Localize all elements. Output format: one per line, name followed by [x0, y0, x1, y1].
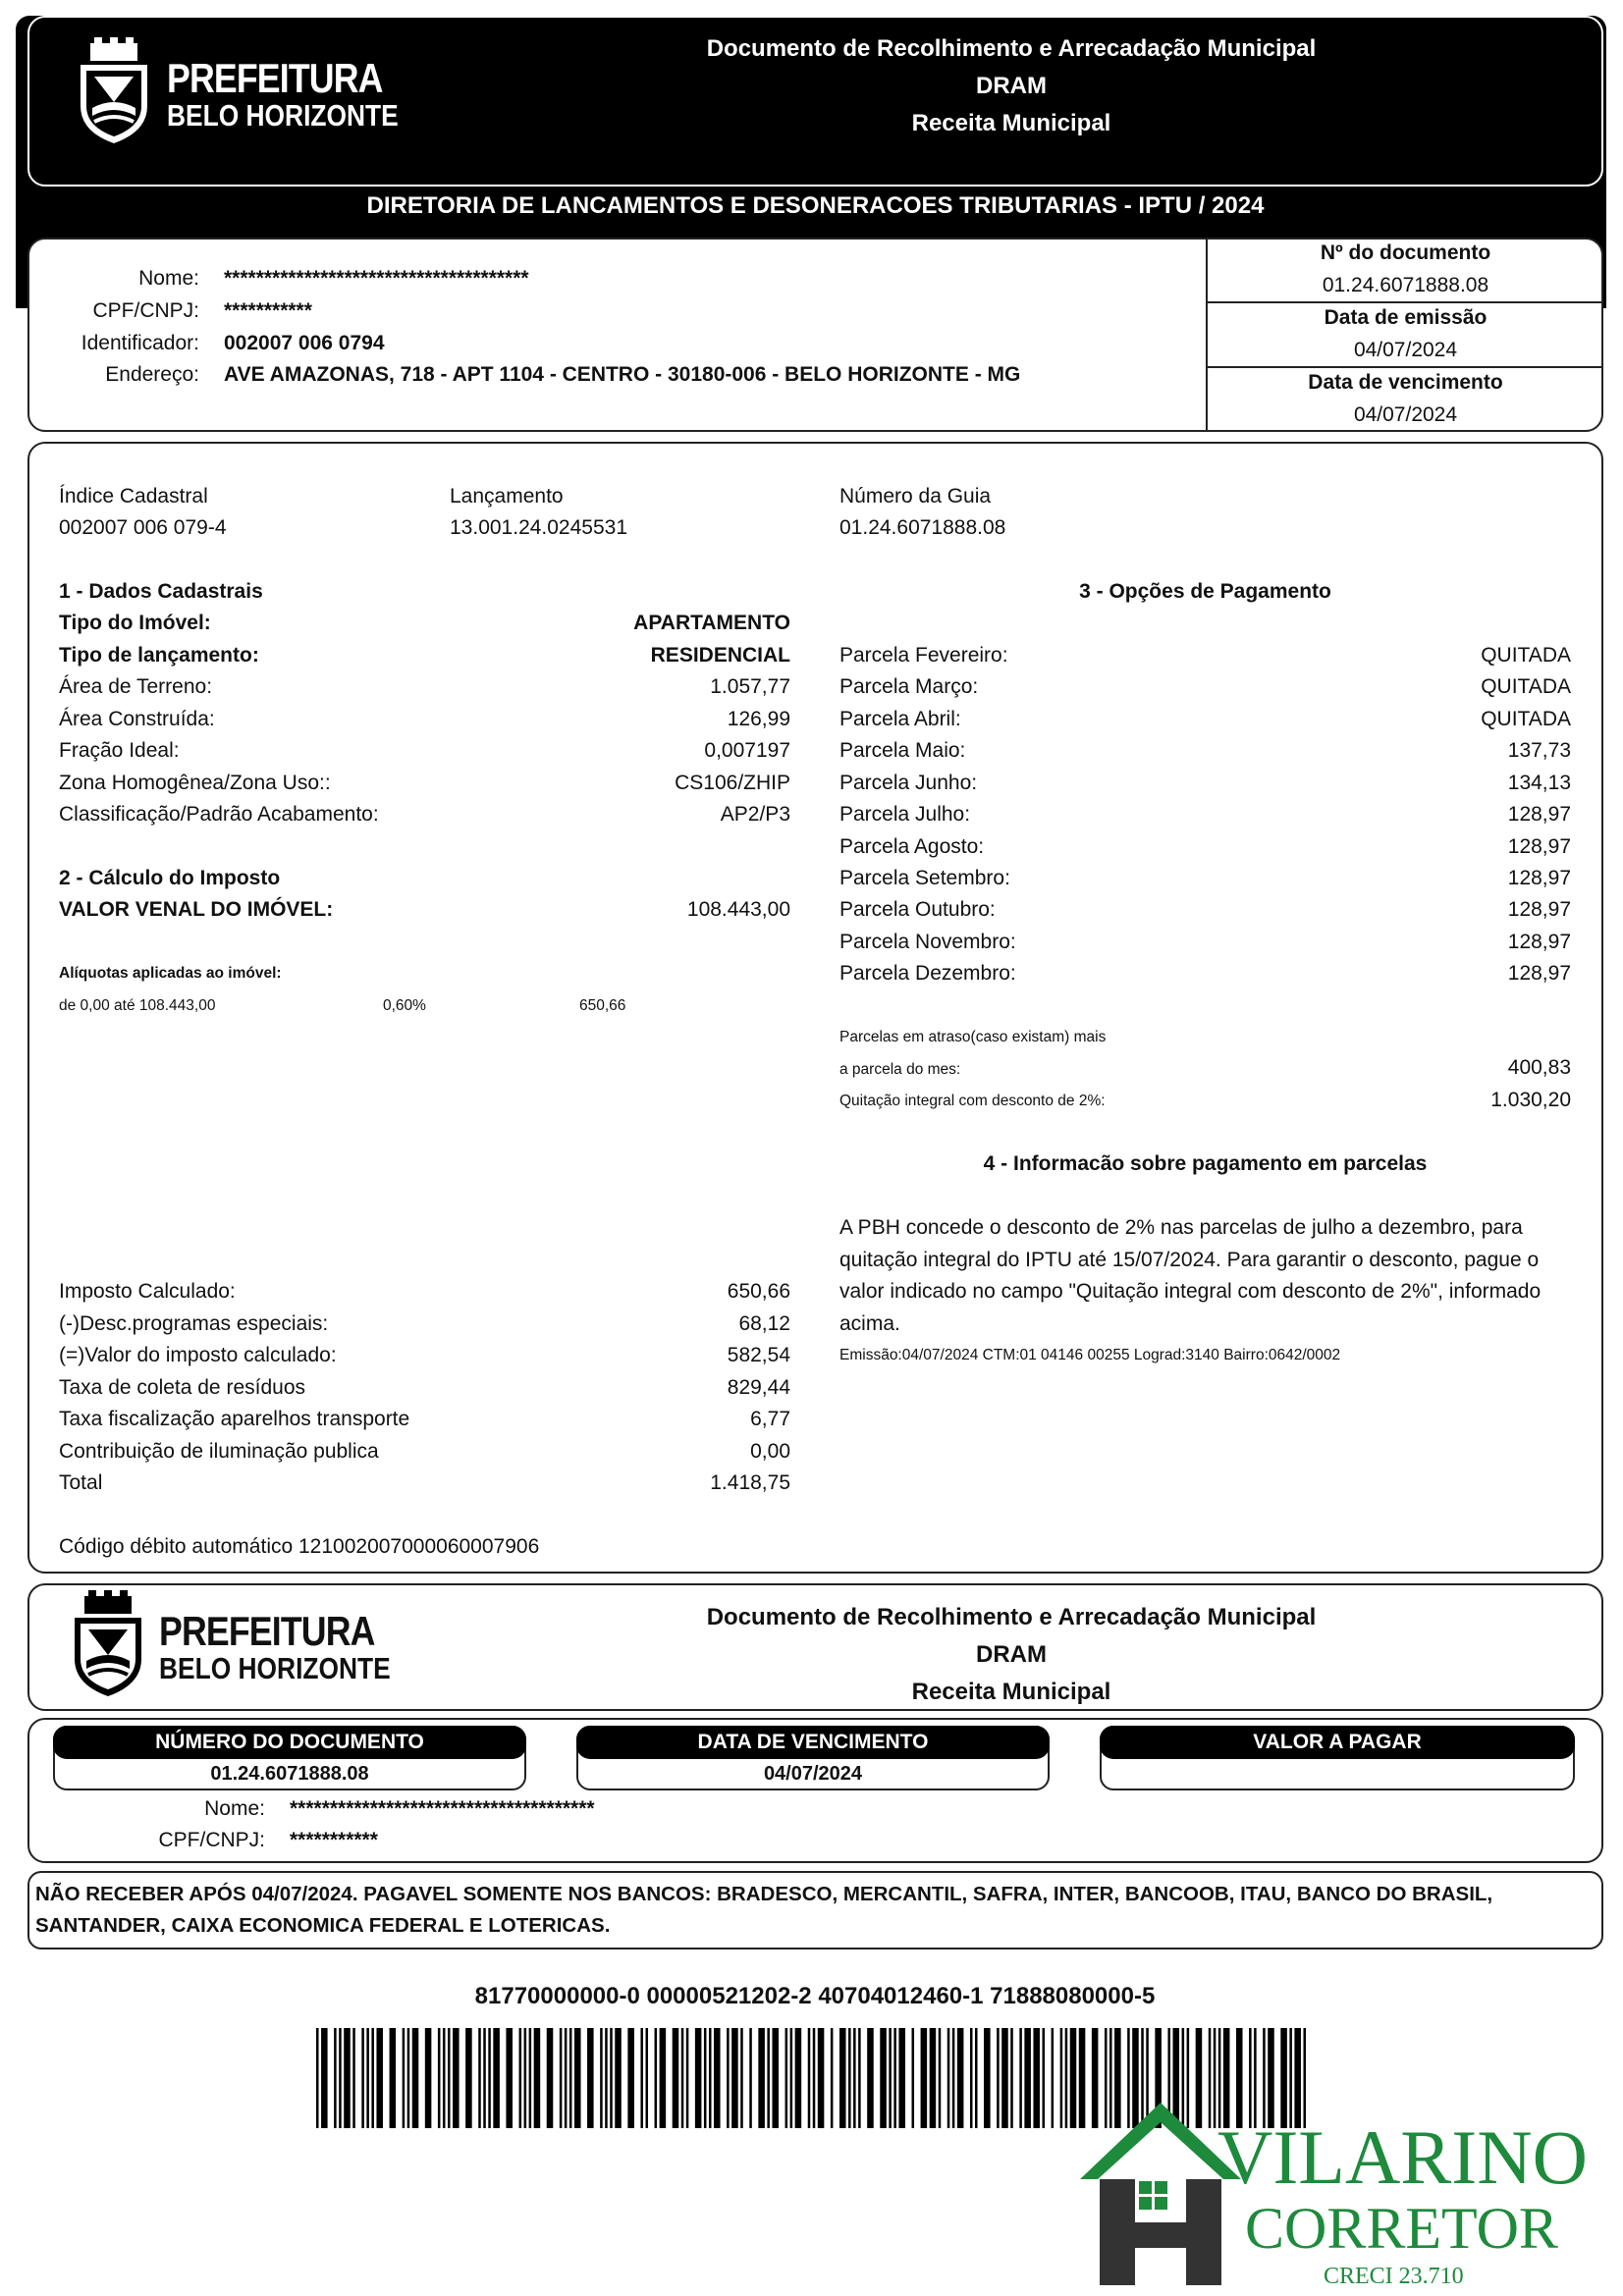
coat-of-arms-icon: [63, 1590, 153, 1700]
dados-label: Tipo do Imóvel:: [59, 612, 211, 634]
barcode-bar: [565, 2028, 568, 2128]
parcela-value: 128,97: [1507, 962, 1571, 985]
address-value: AVE AMAZONAS, 718 - APT 1104 - CENTRO - 30180-006 - BELO HORIZONTE - MG: [224, 363, 1021, 386]
parcela-value: 128,97: [1507, 803, 1571, 826]
barcode-bar: [352, 2028, 355, 2128]
aliquota-rate: 0,60%: [383, 997, 426, 1014]
barcode-bar: [560, 2028, 563, 2128]
parcela-label: Parcela Fevereiro:: [839, 644, 1008, 667]
barcode-bar: [740, 2028, 743, 2128]
barcode-bar: [443, 2028, 446, 2128]
barcode-bar: [1052, 2028, 1055, 2128]
slip-name-label: Nome:: [204, 1797, 265, 1820]
barcode-bar: [984, 2028, 991, 2128]
barcode-bar: [425, 2028, 432, 2128]
barcode-bar: [534, 2028, 541, 2128]
dados-label: Classificação/Padrão Acabamento:: [59, 803, 379, 826]
total-label: (=)Valor do imposto calculado:: [59, 1344, 337, 1366]
barcode-bar: [403, 2028, 406, 2128]
doc-number-label: Nº do documento: [1320, 241, 1491, 264]
header-subtitle-receita: Receita Municipal: [911, 110, 1111, 136]
barcode-bar: [660, 2028, 667, 2128]
dados-value: 1.057,77: [710, 675, 790, 698]
barcode-bar: [749, 2028, 752, 2128]
address-label: Endereço:: [105, 363, 199, 386]
barcode-bar: [947, 2028, 950, 2128]
directory-title: DIRETORIA DE LANCAMENTOS E DESONERACOES TRIBUTARIAS - IPTU / 2024: [366, 192, 1265, 219]
barcode-bar: [790, 2028, 793, 2128]
barcode-bar: [448, 2028, 451, 2128]
total-value: 68,12: [738, 1312, 790, 1335]
parcela-value: QUITADA: [1481, 644, 1571, 667]
logo-belo-horizonte: BELO HORIZONTE: [159, 1651, 391, 1685]
logo-prefeitura: PREFEITURA: [167, 55, 383, 101]
indice-value: 002007 006 079-4: [59, 516, 227, 539]
barcode-bar: [831, 2028, 834, 2128]
slip-subtitle-dram: DRAM: [976, 1641, 1047, 1668]
dados-label: Tipo de lançamento:: [59, 644, 259, 667]
barcode-bar: [506, 2028, 513, 2128]
barcode-bar: [334, 2028, 337, 2128]
barcode-bar: [997, 2028, 1000, 2128]
barcode-bar: [785, 2028, 788, 2128]
header-title: Documento de Recolhimento e Arrecadação Municipal: [706, 35, 1317, 62]
total-value: 650,66: [727, 1280, 790, 1303]
lancamento-value: 13.001.24.0245531: [450, 516, 628, 539]
barcode-bar: [795, 2028, 802, 2128]
total-label: Total: [59, 1471, 103, 1494]
barcode-bar: [880, 2028, 887, 2128]
watermark-line2: CORRETOR: [1245, 2196, 1558, 2261]
main-box: [27, 442, 1603, 1574]
dados-label: Área de Terreno:: [59, 675, 213, 698]
parcela-label: Parcela Dezembro:: [839, 962, 1016, 985]
barcode-bar: [686, 2028, 689, 2128]
barcode-bar: [889, 2028, 892, 2128]
barcode-bar: [465, 2028, 472, 2128]
barcode-bar: [316, 2028, 319, 2128]
barcode-bar: [813, 2028, 816, 2128]
barcode-bar: [673, 2028, 679, 2128]
slip-cpf-label: CPF/CNPJ:: [158, 1829, 265, 1851]
barcode-bar: [547, 2028, 554, 2128]
parcela-value: QUITADA: [1481, 675, 1571, 698]
barcode-bar: [361, 2028, 364, 2128]
info-text: quitação integral do IPTU até 15/07/2024. Para garantir o desconto, pague o: [839, 1249, 1540, 1271]
section-2-title: 2 - Cálculo do Imposto: [59, 867, 281, 889]
name-label: Nome:: [138, 267, 199, 290]
parcela-value: 128,97: [1507, 867, 1571, 889]
atraso-value: 400,83: [1507, 1056, 1571, 1079]
barcode-bar: [640, 2028, 643, 2128]
total-value: 0,00: [750, 1440, 790, 1463]
slip-name-value: **************************************: [290, 1797, 595, 1820]
parcela-label: Parcela Setembro:: [839, 867, 1010, 889]
amount-header: VALOR A PAGAR: [1100, 1726, 1575, 1759]
barcode-bar: [438, 2028, 441, 2128]
slip-title: Documento de Recolhimento e Arrecadação Municipal: [706, 1604, 1317, 1630]
barcode-bar: [390, 2028, 397, 2128]
auto-debit-code: Código débito automático 121002007000060007906: [59, 1535, 540, 1558]
barcode-bar: [767, 2028, 770, 2128]
parcela-label: Parcela Março:: [839, 675, 979, 698]
total-value: 1.418,75: [710, 1471, 790, 1494]
doc-number-header: NÚMERO DO DOCUMENTO: [53, 1726, 526, 1759]
barcode-bar: [366, 2028, 369, 2128]
vilarino-watermark: [1070, 2089, 1620, 2295]
cpf-value: ***********: [224, 299, 312, 322]
barcode-bar: [488, 2028, 491, 2128]
atraso-text: a parcela do mes:: [839, 1061, 961, 1078]
identifier-value: 002007 006 0794: [224, 332, 385, 354]
barcode-bar: [930, 2028, 937, 2128]
venal-label: VALOR VENAL DO IMÓVEL:: [59, 898, 334, 921]
coat-of-arms-icon: [69, 37, 159, 147]
barcode-bar: [952, 2028, 955, 2128]
doc-number-value: 01.24.6071888.08: [1322, 274, 1489, 296]
section-4-title: 4 - Informacão sobre pagamento em parcelas: [983, 1152, 1428, 1175]
barcode-bar: [412, 2028, 419, 2128]
dados-label: Zona Homogênea/Zona Uso::: [59, 772, 331, 794]
barcode-bar: [714, 2028, 721, 2128]
notice-text: SANTANDER, CAIXA ECONOMICA FEDERAL E LOTERICAS.: [35, 1914, 611, 1937]
due-date-value: 04/07/2024: [763, 1763, 863, 1785]
divider: [1206, 366, 1603, 368]
venal-value: 108.443,00: [686, 898, 790, 921]
indice-label: Índice Cadastral: [59, 485, 208, 507]
barcode-bar: [772, 2028, 779, 2128]
guia-label: Número da Guia: [839, 485, 992, 507]
barcode-bar: [453, 2028, 460, 2128]
info-text: acima.: [839, 1312, 900, 1335]
watermark-line3: CRECI 23.710: [1324, 2264, 1464, 2289]
atraso-text: Parcelas em atraso(caso existam) mais: [839, 1029, 1107, 1045]
barcode-bar: [867, 2028, 874, 2128]
barcode-bar: [478, 2028, 481, 2128]
info-text: valor indicado no campo "Quitação integral com desconto de 2%", informado: [839, 1280, 1542, 1303]
barcode-bar: [898, 2028, 905, 2128]
total-label: Imposto Calculado:: [59, 1280, 236, 1303]
parcela-label: Parcela Junho:: [839, 772, 978, 794]
barcode-bar: [376, 2028, 383, 2128]
barcode-bar: [407, 2028, 410, 2128]
emission-info: Emissão:04/07/2024 CTM:01 04146 00255 Lograd:3140 Bairro:0642/0002: [839, 1347, 1341, 1363]
barcode-bar: [1033, 2028, 1040, 2128]
barcode-bar: [808, 2028, 811, 2128]
logo-belo-horizonte: BELO HORIZONTE: [167, 98, 399, 133]
total-value: 582,54: [727, 1344, 790, 1366]
total-label: Taxa de coleta de resíduos: [59, 1376, 305, 1399]
barcode-bar: [1024, 2028, 1031, 2128]
barcode-bar: [975, 2028, 978, 2128]
parcela-label: Parcela Maio:: [839, 739, 966, 762]
total-label: Contribuição de iluminação publica: [59, 1440, 379, 1463]
cpf-label: CPF/CNPJ:: [92, 299, 199, 322]
barcode-bar: [646, 2028, 649, 2128]
parcela-label: Parcela Novembro:: [839, 931, 1016, 953]
barcode-bar: [524, 2028, 527, 2128]
parcela-value: 128,97: [1507, 898, 1571, 921]
parcela-value: 128,97: [1507, 835, 1571, 858]
barcode-bar: [758, 2028, 765, 2128]
barcode-bar: [1043, 2028, 1046, 2128]
barcode-bar: [600, 2028, 603, 2128]
barcode-bar: [587, 2028, 594, 2128]
barcode-bar: [1065, 2028, 1068, 2128]
dados-value: 0,007197: [704, 739, 790, 762]
barcode-bar: [574, 2028, 581, 2128]
quitacao-value: 1.030,20: [1490, 1089, 1571, 1111]
barcode-bar: [519, 2028, 522, 2128]
barcode-bar: [893, 2028, 896, 2128]
barcode-bar: [681, 2028, 684, 2128]
barcode-bar: [483, 2028, 486, 2128]
issue-date-value: 04/07/2024: [1353, 339, 1458, 361]
header-subtitle-dram: DRAM: [976, 73, 1047, 99]
due-date-label: Data de vencimento: [1308, 371, 1503, 394]
barcode-bar: [569, 2028, 572, 2128]
barcode-bar: [655, 2028, 658, 2128]
parcela-value: QUITADA: [1481, 708, 1571, 730]
barcode-bar: [839, 2028, 846, 2128]
barcode-bar: [858, 2028, 861, 2128]
barcode-bar: [731, 2028, 738, 2128]
name-value: **************************************: [224, 267, 529, 290]
barcode-bar: [1060, 2028, 1063, 2128]
barcode-bar: [493, 2028, 500, 2128]
parcela-label: Parcela Outubro:: [839, 898, 996, 921]
issue-date-label: Data de emissão: [1324, 306, 1488, 329]
dados-value: CS106/ZHIP: [675, 772, 790, 794]
barcode-bar: [339, 2028, 342, 2128]
parcela-value: 137,73: [1507, 739, 1571, 762]
watermark-line1: VILARINO: [1217, 2114, 1588, 2200]
barcode-bar: [1019, 2028, 1022, 2128]
barcode-bar: [627, 2028, 634, 2128]
aliquota-value: 650,66: [579, 997, 626, 1014]
parcela-label: Parcela Julho:: [839, 803, 971, 826]
section-1-title: 1 - Dados Cadastrais: [59, 580, 263, 603]
quitacao-label: Quitação integral com desconto de 2%:: [839, 1093, 1106, 1109]
info-text: A PBH concede o desconto de 2% nas parcelas de julho a dezembro, para: [839, 1216, 1523, 1239]
guia-value: 01.24.6071888.08: [839, 516, 1006, 539]
barcode-bar: [605, 2028, 608, 2128]
barcode-bar: [615, 2028, 622, 2128]
slip-subtitle-receita: Receita Municipal: [911, 1679, 1111, 1705]
aliquotas-title: Alíquotas aplicadas ao imóvel:: [59, 965, 282, 982]
doc-number-value: 01.24.6071888.08: [210, 1763, 369, 1785]
barcode-bar: [939, 2028, 942, 2128]
section-3-title: 3 - Opções de Pagamento: [1079, 580, 1331, 603]
barcode-bar: [727, 2028, 730, 2128]
barcode-bar: [957, 2028, 964, 2128]
parcela-label: Parcela Agosto:: [839, 835, 985, 858]
total-value: 6,77: [750, 1408, 790, 1430]
barcode-bar: [853, 2028, 856, 2128]
dados-value: RESIDENCIAL: [650, 644, 790, 667]
barcode-bar: [695, 2028, 702, 2128]
barcode-bar: [970, 2028, 973, 2128]
barcode-bar: [818, 2028, 825, 2128]
total-value: 829,44: [727, 1376, 790, 1399]
due-date-header: DATA DE VENCIMENTO: [576, 1726, 1050, 1759]
barcode-bar: [848, 2028, 851, 2128]
parcela-value: 134,13: [1507, 772, 1571, 794]
barcode-bar: [1010, 2028, 1013, 2128]
dados-label: Área Construída:: [59, 708, 215, 730]
dados-value: AP2/P3: [720, 803, 790, 826]
barcode-bar: [610, 2028, 613, 2128]
barcode-bar: [529, 2028, 532, 2128]
identifier-label: Identificador:: [81, 332, 199, 354]
logo-prefeitura: PREFEITURA: [159, 1608, 375, 1654]
barcode-bar: [344, 2028, 351, 2128]
barcode-bar: [704, 2028, 707, 2128]
barcode-bar: [912, 2028, 915, 2128]
parcela-value: 128,97: [1507, 931, 1571, 953]
divider: [1206, 301, 1603, 303]
barcode-bar: [709, 2028, 712, 2128]
barcode-bar: [321, 2028, 328, 2128]
total-label: Taxa fiscalização aparelhos transporte: [59, 1408, 410, 1430]
notice-text: NÃO RECEBER APÓS 04/07/2024. PAGAVEL SOMENTE NOS BANCOS: BRADESCO, MERCANTIL, SAFRA, INTER, BANCOOB, ITAU, BANCO DO BRASIL,: [35, 1883, 1493, 1905]
parcela-label: Parcela Abril:: [839, 708, 961, 730]
aliquota-range: de 0,00 até 108.443,00: [59, 997, 216, 1014]
barcode-bar: [371, 2028, 374, 2128]
total-label: (-)Desc.programas especiais:: [59, 1312, 329, 1335]
barcode-bar: [1001, 2028, 1008, 2128]
slip-cpf-value: ***********: [290, 1829, 378, 1851]
due-date-value: 04/07/2024: [1353, 403, 1458, 426]
dados-value: 126,99: [727, 708, 790, 730]
barcode-bar: [921, 2028, 928, 2128]
dados-label: Fração Ideal:: [59, 739, 180, 762]
dados-value: APARTAMENTO: [633, 612, 790, 634]
lancamento-label: Lançamento: [450, 485, 564, 507]
barcode-number: 81770000000-0 00000521202-2 40704012460-1 71888080000-5: [474, 1983, 1156, 2009]
